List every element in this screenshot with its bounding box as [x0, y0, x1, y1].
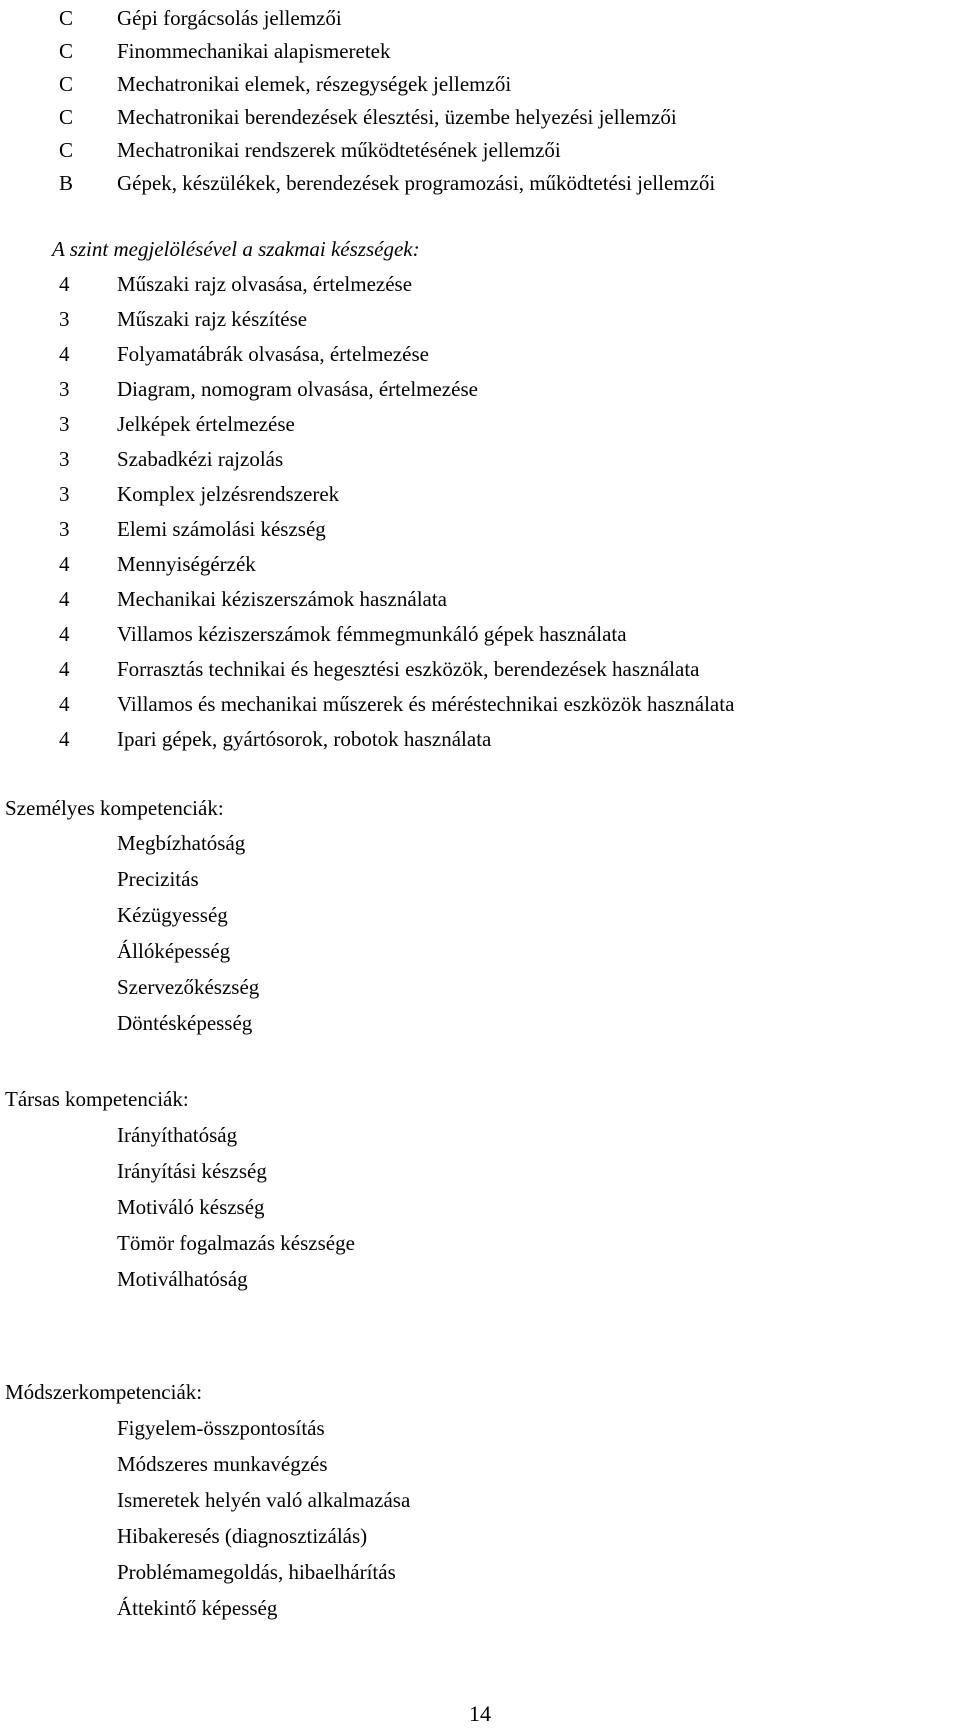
knowledge-text: Mechatronikai rendszerek működtetésének jellemzői — [117, 138, 561, 162]
knowledge-level: C — [59, 72, 74, 96]
skill-text: Villamos kéziszerszámok fémmegmunkáló gépek használata — [117, 622, 627, 646]
knowledge-text: Gépi forgácsolás jellemzői — [117, 6, 342, 30]
personal-competency-item: Megbízhatóság — [117, 831, 246, 855]
page-number: 14 — [469, 1701, 491, 1726]
skill-text: Diagram, nomogram olvasása, értelmezése — [117, 377, 478, 401]
method-competency-item: Ismeretek helyén való alkalmazása — [117, 1488, 411, 1512]
personal-competencies-heading: Személyes kompetenciák: — [5, 796, 224, 820]
social-competencies-heading: Társas kompetenciák: — [5, 1087, 189, 1111]
skill-text: Elemi számolási készség — [117, 517, 326, 541]
personal-competency-item: Állóképesség — [117, 939, 231, 963]
skill-text: Mechanikai kéziszerszámok használata — [117, 587, 448, 611]
method-competency-item: Figyelem-összpontosítás — [117, 1416, 325, 1440]
skill-level: 4 — [59, 622, 70, 646]
skill-level: 3 — [59, 412, 70, 436]
skill-level: 3 — [59, 377, 70, 401]
method-competencies-heading: Módszerkompetenciák: — [5, 1380, 203, 1404]
personal-competency-item: Precizitás — [117, 867, 199, 891]
skill-text: Mennyiségérzék — [117, 552, 256, 576]
skill-level: 3 — [59, 447, 70, 471]
skill-level: 4 — [59, 552, 70, 576]
skill-text: Villamos és mechanikai műszerek és méréstechnikai eszközök használata — [117, 692, 735, 716]
social-competency-item: Irányítási készség — [117, 1159, 267, 1183]
skill-text: Szabadkézi rajzolás — [117, 447, 284, 471]
knowledge-level: C — [59, 138, 74, 162]
social-competency-item: Irányíthatóság — [117, 1123, 238, 1147]
personal-competency-item: Szervezőkészség — [117, 975, 260, 999]
skill-text: Folyamatábrák olvasása, értelmezése — [117, 342, 429, 366]
skills-heading: A szint megjelölésével a szakmai készségek: — [52, 237, 420, 261]
social-competency-item: Motiválhatóság — [117, 1267, 248, 1291]
knowledge-text: Mechatronikai elemek, részegységek jellemzői — [117, 72, 512, 96]
knowledge-text: Gépek, készülékek, berendezések programozási, működtetési jellemzői — [117, 171, 716, 195]
skill-level: 4 — [59, 587, 70, 611]
skill-text: Műszaki rajz olvasása, értelmezése — [117, 272, 413, 296]
social-competency-item: Tömör fogalmazás készsége — [117, 1231, 355, 1255]
skill-level: 3 — [59, 517, 70, 541]
social-competency-item: Motiváló készség — [117, 1195, 265, 1219]
method-competency-item: Módszeres munkavégzés — [117, 1452, 328, 1476]
skill-text: Jelképek értelmezése — [117, 412, 295, 436]
skill-level: 4 — [59, 342, 70, 366]
knowledge-level: C — [59, 6, 74, 30]
knowledge-text: Mechatronikai berendezések élesztési, üzembe helyezési jellemzői — [117, 105, 677, 129]
personal-competency-item: Döntésképesség — [117, 1011, 253, 1035]
skill-text: Műszaki rajz készítése — [117, 307, 308, 331]
skill-level: 3 — [59, 482, 70, 506]
skill-level: 4 — [59, 727, 70, 751]
knowledge-level: B — [59, 171, 74, 195]
method-competency-item: Áttekintő képesség — [117, 1596, 278, 1620]
skill-text: Forrasztás technikai és hegesztési eszközök, berendezések használata — [117, 657, 700, 681]
method-competency-item: Problémamegoldás, hibaelhárítás — [117, 1560, 396, 1584]
knowledge-text: Finommechanikai alapismeretek — [117, 39, 391, 63]
personal-competency-item: Kézügyesség — [117, 903, 228, 927]
skill-text: Komplex jelzésrendszerek — [117, 482, 340, 506]
knowledge-level: C — [59, 105, 74, 129]
skill-level: 4 — [59, 692, 70, 716]
skill-level: 4 — [59, 657, 70, 681]
skill-level: 3 — [59, 307, 70, 331]
knowledge-level: C — [59, 39, 74, 63]
method-competency-item: Hibakeresés (diagnosztizálás) — [117, 1524, 368, 1548]
skill-level: 4 — [59, 272, 70, 296]
skill-text: Ipari gépek, gyártósorok, robotok használata — [117, 727, 492, 751]
